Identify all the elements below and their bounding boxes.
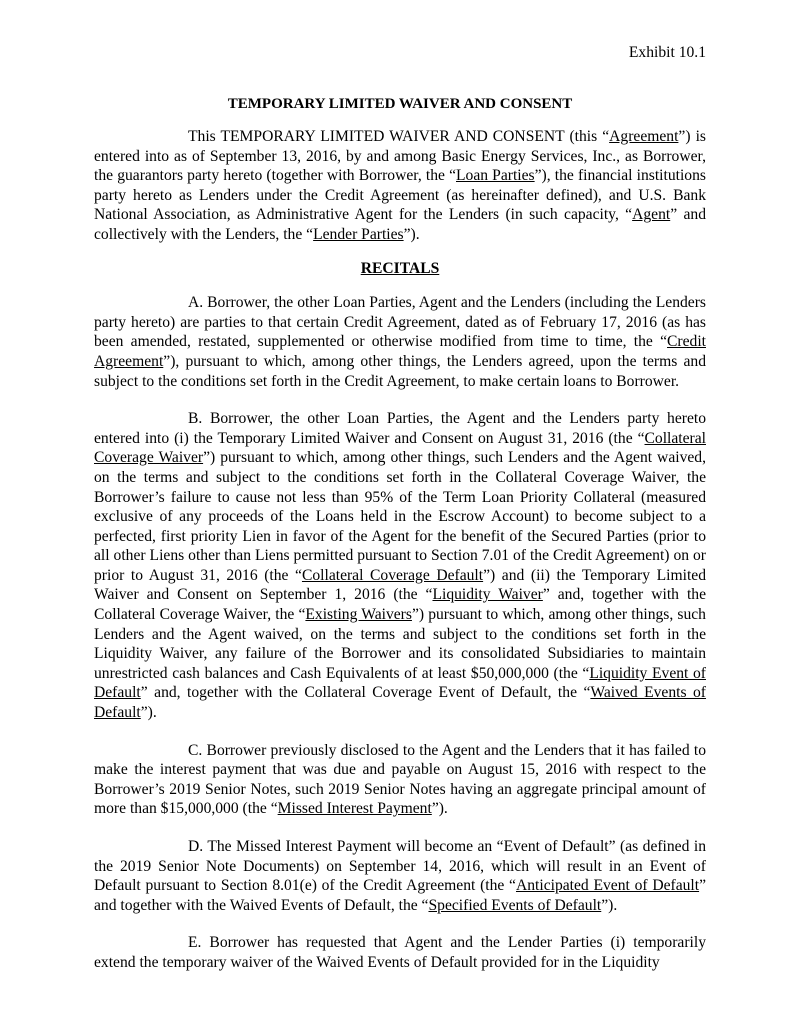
defined-term-specified-events-of-default: Specified Events of Default [428, 896, 602, 914]
recital-e-paragraph: E. Borrower has requested that Agent and the Lender Parties (i) temporarily extend the temporary waiver of the Waived Events of Default provided for in the Liquidity [94, 934, 706, 971]
defined-term-collateral-coverage-default: Collateral Coverage Default [301, 566, 484, 584]
intro-paragraph: This TEMPORARY LIMITED WAIVER AND CONSENT (this “Agreement”) is entered into as of September 13, 2016, by and among Basic Energy Services, Inc., as Borrower, the guarantors party hereto (together with Borrower, the “Loan Parties”), the financial institutions party hereto as Lenders under the Credit Agreement (as hereinafter defined), and U.S. Bank National Association, as Administrative Agent for the Lenders (in such capacity, “Agent” and collectively with the Lenders, the “Lender Parties”). [94, 128, 706, 243]
recital-c-paragraph: C. Borrower previously disclosed to the Agent and the Lenders that it has failed to make the interest payment that was due and payable on August 15, 2016 with respect to the Borrower’s 2019 Senior Notes, such 2019 Senior Notes having an aggregate principal amount of more than $15,000,000 (the “Missed Interest Payment”). [94, 741, 706, 818]
defined-term-collateral-coverage-waiver: Collateral Coverage Waiver [94, 429, 706, 467]
defined-term-lender-parties: Lender Parties [313, 225, 404, 243]
defined-term-anticipated-event-of-default: Anticipated Event of Default [515, 877, 700, 895]
document-title: TEMPORARY LIMITED WAIVER AND CONSENT [227, 96, 573, 112]
exhibit-label: Exhibit 10.1 [628, 44, 706, 61]
defined-term-liquidity-event-of-default: Liquidity Event of Default [94, 664, 706, 702]
defined-term-missed-interest-payment: Missed Interest Payment [277, 800, 432, 818]
document-body [94, 127, 706, 991]
defined-term-waived-events-of-default: Waived Events of Default [94, 684, 707, 722]
recitals-heading: RECITALS [360, 259, 440, 277]
recital-b-paragraph: B. Borrower, the other Loan Parties, the Agent and the Lenders party hereto entered into (i) the Temporary Limited Waiver and Consent on August 31, 2016 (the “Collateral Coverage Waiver”) pursuant to which, among other things, such Lenders and the Agent waived, on the terms and subject to the conditions set forth in the Collateral Coverage Waiver, the Borrower’s failure to cause not less than 95% of the Term Loan Priority Collateral (measured exclusive of any proceeds of the Loans held in the Escrow Account) to become subject to a perfected, first priority Lien in favor of the Agent for the benefit of the Secured Parties (prior to all other Liens other than Liens permitted pursuant to Section 7.01 of the Credit Agreement) on or prior to August 31, 2016 (the “Collateral Coverage Default”) and (ii) the Temporary Limited Waiver and Consent on September 1, 2016 (the “Liquidity Waiver” and, together with the Collateral Coverage Waiver, the “Existing Waivers”) pursuant to which, among other things, such Lenders and the Agent waived, on the terms and subject to the conditions set forth in the Liquidity Waiver, any failure of the Borrower and its consolidated Subsidiaries to maintain unrestricted cash balances and Cash Equivalents of at least $50,000,000 (the “Liquidity Event of Default” and, together with the Collateral Coverage Event of Default, the “Waived Events of Default”). [94, 410, 707, 722]
defined-term-agent: Agent [632, 206, 671, 224]
recital-a-paragraph: A. Borrower, the other Loan Parties, Agent and the Lenders (including the Lenders party hereto) are parties to that certain Credit Agreement, dated as of February 17, 2016 (as has been amended, restated, supplemented or otherwise modified from time to time, the “Credit Agreement”), pursuant to which, among other things, the Lenders agreed, upon the terms and subject to the conditions set forth in the Credit Agreement, to make certain loans to Borrower. [94, 294, 706, 390]
defined-term-liquidity-waiver: Liquidity Waiver [432, 586, 543, 604]
defined-term-credit-agreement: Credit Agreement [94, 333, 706, 370]
defined-term-agreement: Agreement [609, 128, 679, 145]
recital-d-paragraph: D. The Missed Interest Payment will become an “Event of Default” (as defined in the 2019 Senior Note Documents) on September 14, 2016, which will result in an Event of Default pursuant to Section 8.01(e) of the Credit Agreement (the “Anticipated Event of Default” and together with the Waived Events of Default, the “Specified Events of Default”). [94, 838, 706, 914]
defined-term-existing-waivers: Existing Waivers [305, 606, 412, 624]
defined-term-loan-parties: Loan Parties [456, 167, 535, 185]
